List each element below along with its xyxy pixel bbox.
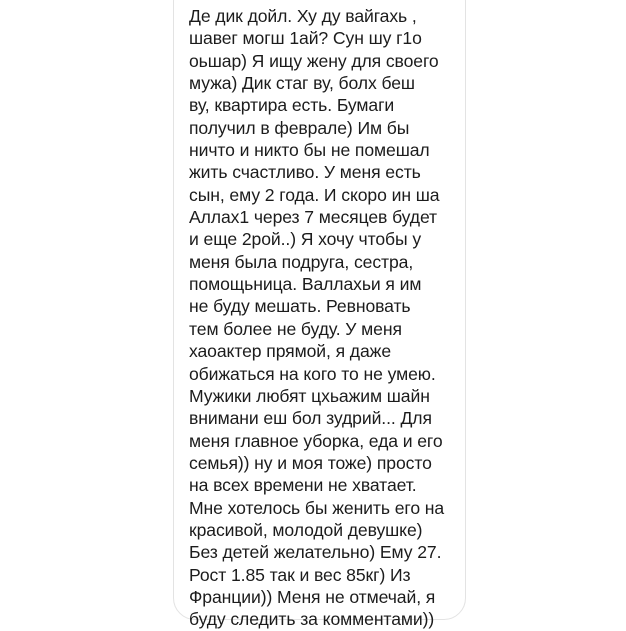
message-text	[189, 5, 469, 631]
message-line: Франции)) Меня не отмечай, я	[189, 586, 436, 607]
message-line: Мужики любят цхьажим шайн	[189, 385, 430, 406]
message-line: помощьница. Валлахьи я им	[189, 274, 422, 295]
message-line: красивой, молодой девушке)	[189, 519, 423, 540]
message-line: семья)) ну и моя тоже) просто	[189, 452, 432, 473]
message-line: и еще 2рой..) Я хочу чтобы у	[189, 229, 422, 250]
message-line: меня была подруга, сестра,	[189, 251, 414, 272]
message-line: мужа) Дик стаг ву, болх беш	[189, 73, 415, 94]
message-line: ничто и никто бы не помешал	[189, 140, 430, 161]
message-line: Аллах1 через 7 месяцев будет	[189, 207, 438, 228]
message-line: на всех времени не хватает.	[189, 475, 417, 496]
message-line: сын, ему 2 года. И скоро ин ша	[189, 184, 440, 205]
message-line: Без детей желательно) Ему 27.	[189, 542, 442, 563]
message-line: обижаться на кого то не умею.	[189, 363, 436, 384]
message-line: Рост 1.85 так и вес 85кг) Из	[189, 564, 411, 585]
message-line: не буду мешать. Ревновать	[189, 296, 411, 317]
message-line: получил в феврале) Им бы	[189, 117, 410, 138]
message-line: буду следить за комментами))	[189, 609, 435, 630]
message-line: Мне хотелось бы женить его на	[189, 497, 445, 518]
message-line: жить счастливо. У меня есть	[189, 162, 421, 183]
message-line: оьшар) Я ищу жену для своего	[189, 50, 439, 71]
message-line: хаоактер прямой, я даже	[189, 341, 392, 362]
message-line: шавег могш 1ай? Сун шу г1о	[189, 28, 422, 49]
message-line: тем более не буду. У меня	[189, 318, 402, 339]
message-line: ву, квартира есть. Бумаги	[189, 95, 395, 116]
message-line: меня главное уборка, еда и его	[189, 430, 443, 451]
message-line: внимани еш бол зудрий... Для	[189, 408, 432, 429]
message-line: Де дик дойл. Ху ду вайгахь ,	[189, 6, 417, 26]
